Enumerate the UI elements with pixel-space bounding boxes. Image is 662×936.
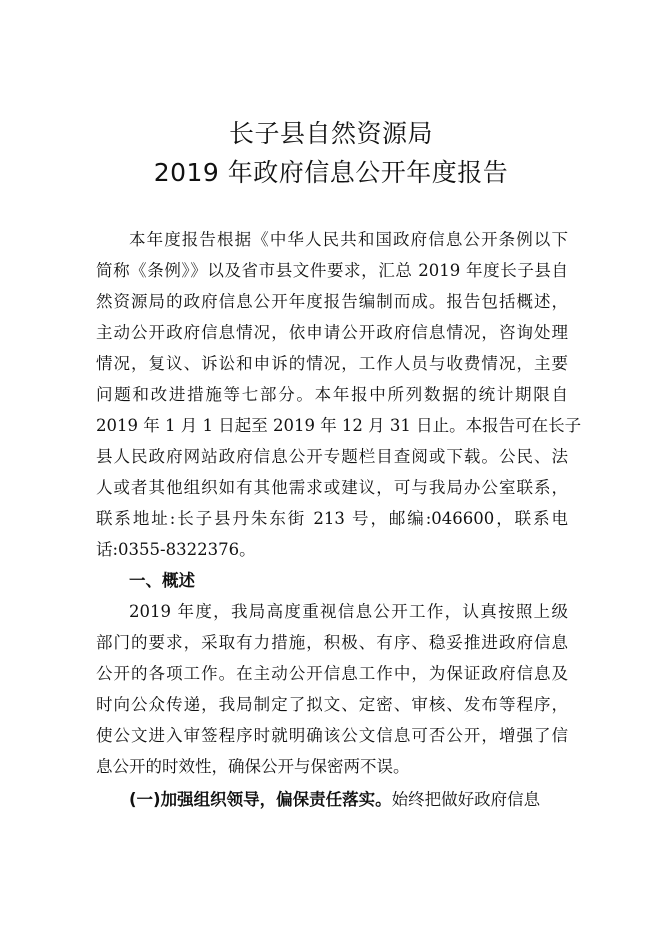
subsection-text: 始终把做好政府信息: [391, 790, 541, 809]
intro-line: 2019 年 1 月 1 日起至 2019 年 12 月 31 日止。本报告可在长子: [96, 416, 582, 435]
intro-line: 话:0355-8322376。: [96, 540, 256, 559]
subsection-heading: (一)加强组织领导，偏保责任落实。: [129, 790, 392, 809]
intro-line: 县人民政府网站政府信息公开专题栏目查阅或下载。公民、法: [96, 447, 568, 466]
intro-line: 主动公开政府信息情况，依申请公开政府信息情况，咨询处理: [96, 323, 568, 342]
intro-line: 联系地址:长子县丹朱东街 213 号，邮编:046600，联系电: [96, 509, 568, 528]
intro-line: 本年度报告根据《中华人民共和国政府信息公开条例以下: [129, 230, 568, 249]
overview-line: 时向公众传递，我局制定了拟文、定密、审核、发布等程序，: [96, 695, 568, 714]
overview-line: 息公开的时效性，确保公开与保密两不误。: [96, 757, 410, 776]
intro-line: 然资源局的政府信息公开年度报告编制而成。报告包括概述，: [96, 292, 568, 311]
document-title-line2: 2019 年政府信息公开年度报告: [153, 158, 509, 187]
overview-line: 使公文进入审签程序时就明确该公文信息可否公开，增强了信: [96, 726, 568, 745]
overview-line: 公开的各项工作。在主动公开信息工作中，为保证政府信息及: [96, 664, 568, 683]
intro-line: 问题和改进措施等七部分。本年报中所列数据的统计期限自: [96, 385, 568, 404]
intro-line: 情况，复议、诉讼和申诉的情况，工作人员与收费情况，主要: [96, 354, 568, 373]
intro-line: 人或者其他组织如有其他需求或建议，可与我局办公室联系，: [96, 478, 568, 497]
section-heading-overview: 一、概述: [129, 571, 195, 590]
subsection-line: [96, 790, 568, 810]
intro-line: 简称《条例》》以及省市县文件要求，汇总 2019 年度长子县自: [96, 261, 568, 280]
overview-line: 部门的要求，采取有力措施，积极、有序、稳妥推进政府信息: [96, 633, 568, 652]
document-title-line1: 长子县自然资源局: [228, 119, 433, 148]
overview-line: 2019 年度，我局高度重视信息公开工作，认真按照上级: [129, 602, 568, 621]
